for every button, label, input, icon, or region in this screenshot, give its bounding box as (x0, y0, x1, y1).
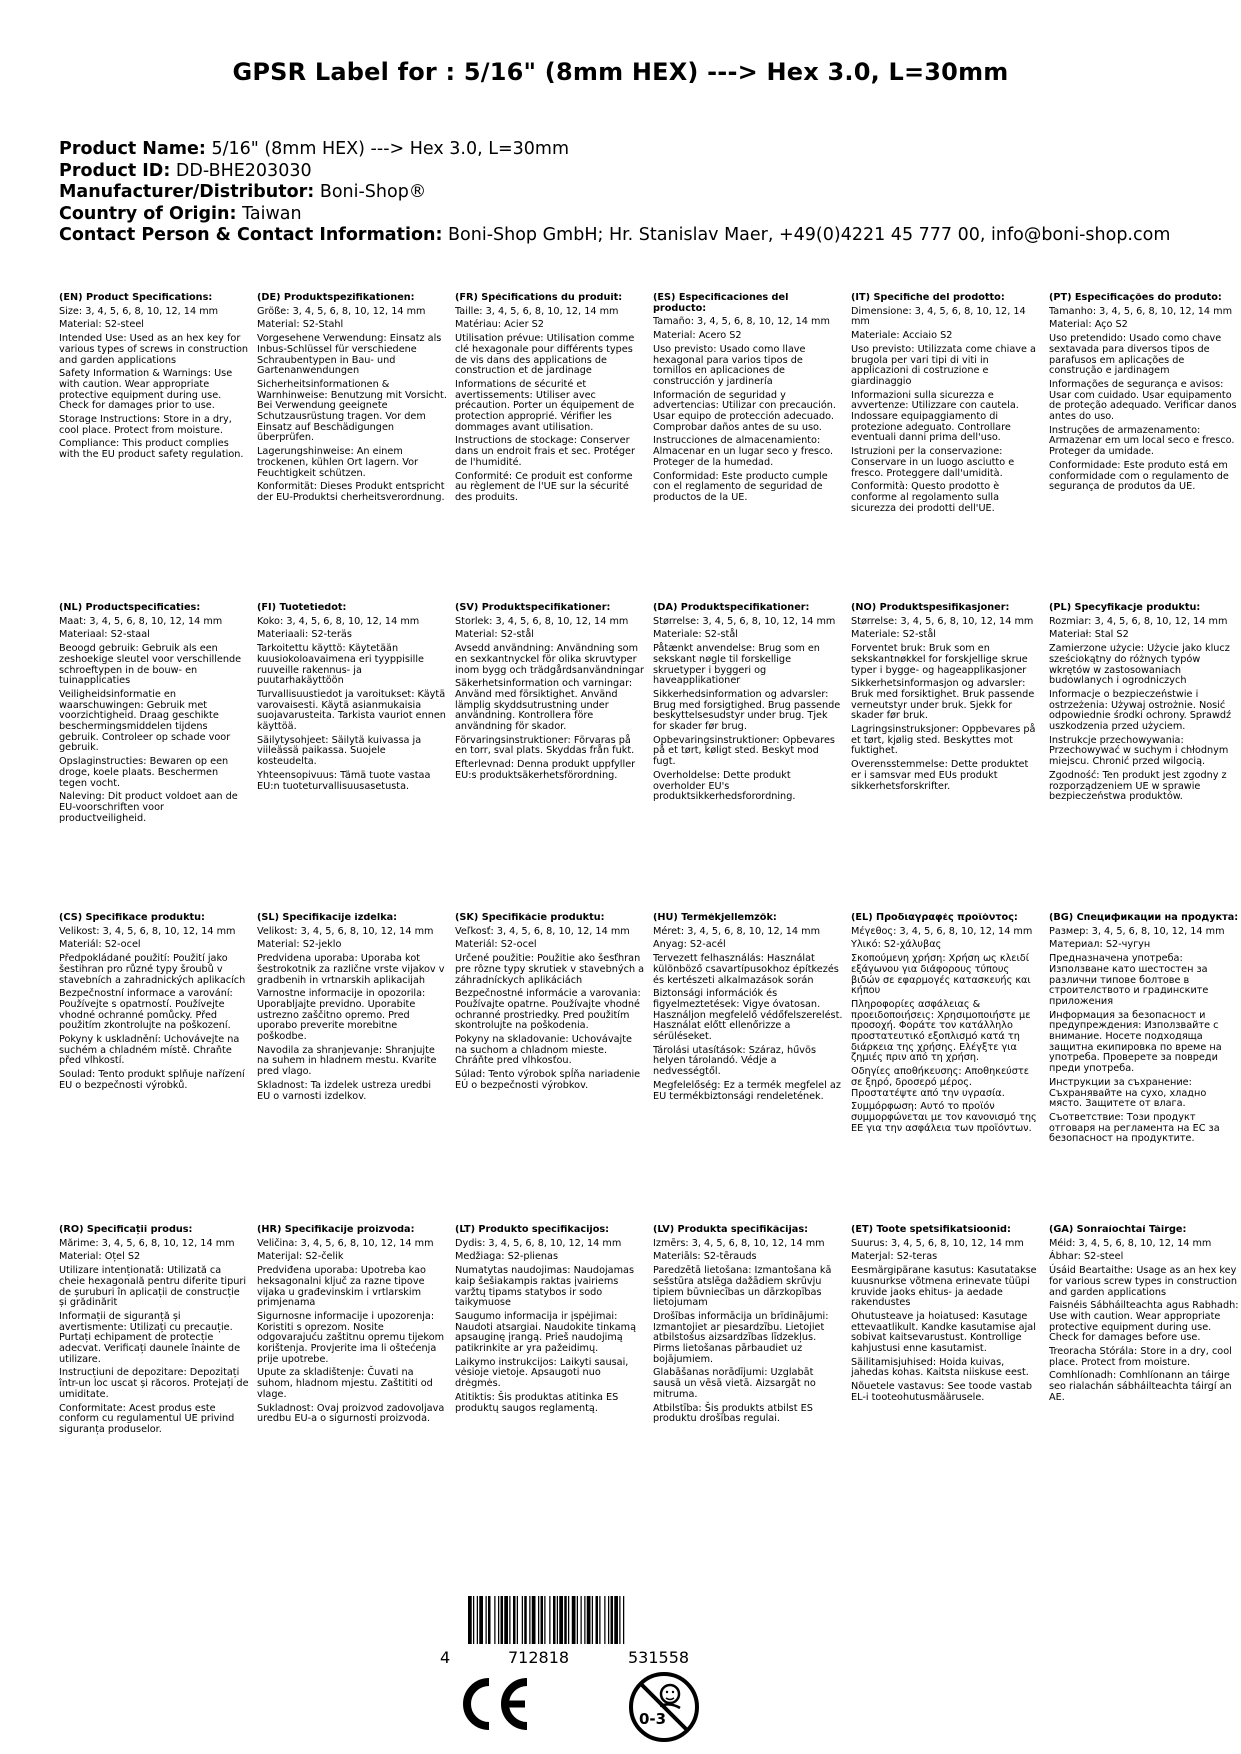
spec-paragraph: Súlad: Tento výrobok spĺňa nariadenie EÚ o bezpečnosti výrobkov. (455, 1069, 641, 1091)
spec-paragraph: Size: 3, 4, 5, 6, 8, 10, 12, 14 mm (59, 305, 219, 317)
barcode-digits-right: 531558 (628, 1648, 690, 1667)
spec-paragraph: Materiale: Acciaio S2 (851, 330, 953, 342)
spec-paragraph: Material: S2-steel (59, 319, 144, 331)
spec-paragraph: Drošības informācija un brīdinājumi: Izmantojiet ar piesardzību. Lietojiet atbilstošus aizsardzības līdzekļus. Pirms lietošanas pārbaudiet uz bojājumiem. (653, 1310, 829, 1365)
spec-paragraph: Informations de sécurité et avertissements: Utiliser avec précaution. Porter un équipement de protection approprié. Vérifier les dommages avant utilisation. (455, 378, 635, 433)
info-row (59, 225, 1199, 247)
spec-paragraph: Ohutusteave ja hoiatused: Kasutage ettevaatlikult. Kandke kasutamise ajal sobivat kaitsevarustust. Kontrollige kahjustusi enne kasutamist. (851, 1310, 1036, 1355)
spec-paragraph: Bezpečnostné informácie a varovania: Používajte opatrne. Používajte vhodné ochranné prostriedky. Pred použitím skontrolujte na poškodenia. (455, 988, 641, 1032)
language-heading: (LV) Produkta specifikācijas: (653, 1225, 808, 1235)
spec-paragraph: Pokyny na skladovanie: Uchovávajte na suchom a chladnom mieste. Chráňte pred vlhkosťou. (455, 1034, 632, 1067)
spec-paragraph: Dydis: 3, 4, 5, 6, 8, 10, 12, 14 mm (455, 1237, 622, 1249)
spec-paragraph: Informacje o bezpieczeństwie i ostrzeżenia: Używaj ostrożnie. Nosić odpowiednie środki ochrony. Sprawdź uszkodzenia przed użyciem. (1049, 688, 1232, 733)
spec-paragraph: Υλικό: S2-χάλυβας (851, 939, 942, 951)
language-block (455, 1225, 653, 1585)
spec-paragraph: Material: Acero S2 (653, 330, 742, 342)
language-block (653, 603, 851, 913)
spec-paragraph: Materiaal: S2-staal (59, 629, 150, 641)
spec-paragraph: Material: S2-Stahl (257, 319, 344, 331)
spec-paragraph: Sikkerhetsinformasjon og advarsler: Bruk med forsiktighet. Bruk passende verneutstyr under bruk. Sjekk for skader før bruk. (851, 678, 1035, 722)
spec-paragraph: Megfelelőség: Ez a termék megfelel az EU termékbiztonsági rendeletének. (653, 1079, 841, 1102)
barcode-digit-first: 4 (440, 1648, 451, 1667)
spec-paragraph: Storlek: 3, 4, 5, 6, 8, 10, 12, 14 mm (455, 615, 629, 627)
spec-paragraph: Atbilstība: Šis produkts atbilst ES produktu drošības regulai. (653, 1402, 813, 1425)
spec-paragraph: Beoogd gebruik: Gebruik als een zeshoekige sleutel voor verschillende schroeftypen in de bouw- en tuinapplicaties (59, 643, 242, 687)
language-heading: (ET) Toote spetsifikatsioonid: (851, 1225, 1011, 1235)
spec-paragraph: Veľkosť: 3, 4, 5, 6, 8, 10, 12, 14 mm (455, 925, 630, 937)
language-heading: (EN) Product Specifications: (59, 293, 213, 303)
info-label: Product Name: (59, 139, 206, 159)
language-block (1049, 293, 1241, 603)
spec-paragraph: Upute za skladištenje: Čuvati na suhom, hladnom mjestu. Zaštititi od vlage. (257, 1367, 433, 1400)
spec-paragraph: Saugumo informacija ir įspėjimai: Naudoti atsargiai. Naudokite tinkamą apsauginę įrangą. Prieš naudojimą patikrinkite ar yra pažeidimų. (455, 1310, 637, 1355)
info-row (59, 161, 1199, 183)
spec-paragraph: Opslaginstructies: Bewaren op een droge, koele plaats. Beschermen tegen vocht. (59, 756, 229, 789)
spec-paragraph: Conformidad: Este producto cumple con el reglamento de seguridad de productos de la UE. (653, 470, 828, 503)
spec-paragraph: Určené použitie: Použitie ako šesťhran pre rôzne typy skrutiek v stavebných a záhradníckych aplikáciách (455, 953, 645, 986)
spec-paragraph: Medžiaga: S2-plienas (455, 1251, 559, 1263)
spec-paragraph: Storage Instructions: Store in a dry, cool place. Protect from moisture. (59, 414, 232, 436)
spec-paragraph: Οδηγίες αποθήκευσης: Αποθηκεύστε σε ξηρό, δροσερό μέρος. Προστατέψτε από την υγρασία. (851, 1066, 1029, 1099)
spec-paragraph: Conformità: Questo prodotto è conforme al regolamento sulla sicurezza dei prodotti dell'UE. (851, 481, 1000, 514)
spec-paragraph: Anyag: S2-acél (653, 939, 726, 951)
spec-paragraph: Pokyny k uskladnění: Uchovávejte na suchém a chladném místě. Chraňte před vlhkostí. (59, 1034, 240, 1067)
spec-paragraph: Numatytas naudojimas: Naudojamas kaip šešiakampis raktas įvairiems varžtų tipams statybos ir sodo taikymuose (455, 1265, 635, 1309)
language-block (851, 913, 1049, 1225)
language-block (59, 1225, 257, 1585)
language-heading: (CS) Specifikace produktu: (59, 913, 205, 923)
spec-paragraph: Sigurnosne informacije i upozorenja: Koristiti s oprezom. Nosite odgovarajuću zaštitnu opremu tijekom korištenja. Provjerite ima li oštećenja prije upotrebe. (257, 1310, 445, 1365)
spec-paragraph: Taille: 3, 4, 5, 6, 8, 10, 12, 14 mm (455, 305, 619, 317)
language-block (59, 603, 257, 913)
spec-paragraph: Maat: 3, 4, 5, 6, 8, 10, 12, 14 mm (59, 615, 223, 627)
language-heading: (NO) Produktspesifikasjoner: (851, 603, 1010, 613)
ce-mark-icon (455, 1676, 533, 1732)
spec-paragraph: Zamierzone użycie: Użycie jako klucz sześciokątny do różnych typów wkrętów w zastosowaniach budowlanych i ogrodniczych (1049, 643, 1230, 687)
spec-paragraph: Uso pretendido: Usado como chave sextavada para diversos tipos de parafusos em aplicações de construção e jardinagem (1049, 333, 1222, 377)
spec-paragraph: Avsedd användning: Användning som en sexkantnyckel för olika skruvtyper inom bygg och trädgårdsanvändningar (455, 643, 645, 676)
spec-paragraph: Materiaali: S2-teräs (257, 629, 352, 641)
spec-paragraph: Información de seguridad y advertencias: Utilizar con precaución. Usar equipo de protección adecuado. Comprobar daños antes de su uso. (653, 389, 836, 433)
spec-paragraph: Forventet bruk: Bruk som en sekskantnøkkel for forskjellige skrue typer i bygge- og hageapplikasjoner (851, 643, 1028, 676)
spec-paragraph: Konformität: Dieses Produkt entspricht der EU-Produktsi cherheitsverordnung. (257, 481, 445, 503)
spec-paragraph: Sikkerhedsinformation og advarsler: Brug med forsigtighed. Brug passende beskyttelsesudstyr under brug. Tjek for skader før brug. (653, 688, 841, 733)
spec-paragraph: Utilisation prévue: Utilisation comme clé hexagonale pour différents types de vis dans des applications de construction et de jardinage (455, 333, 635, 377)
spec-paragraph: Dimensione: 3, 4, 5, 6, 8, 10, 12, 14 mm (851, 305, 1026, 328)
language-block (653, 293, 851, 603)
spec-paragraph: Naleving: Dit product voldoet aan de EU-voorschriften voor productveiligheid. (59, 791, 238, 824)
language-block (455, 913, 653, 1225)
language-heading: (HR) Specifikacije proizvoda: (257, 1225, 415, 1235)
spec-paragraph: Material: S2-stål (455, 629, 534, 641)
spec-paragraph: Soulad: Tento produkt splňuje nařízení EU o bezpečnosti výrobků. (59, 1069, 245, 1091)
spec-paragraph: Paredzētā lietošana: Izmantošana kā sešstūra atslēga dažādiem skrūvju tipiem būvniecības un dārzkopības lietojumam (653, 1265, 832, 1309)
language-heading: (SV) Produktspecifikationer: (455, 603, 611, 613)
product-info (59, 139, 1199, 247)
spec-paragraph: Предназначена употреба: Използване като шестостен за различни типове болтове в строителството и градинските приложения (1049, 953, 1209, 1007)
info-row (59, 204, 1199, 226)
language-heading: (PL) Specyfikacje produktu: (1049, 603, 1201, 613)
language-block (1049, 1225, 1241, 1585)
spec-paragraph: Størrelse: 3, 4, 5, 6, 8, 10, 12, 14 mm (653, 615, 836, 627)
info-row (59, 182, 1199, 204)
spec-paragraph: Yhteensopivuus: Tämä tuote vastaa EU:n tuoteturvallisuusasetusta. (257, 769, 431, 792)
info-label: Country of Origin: (59, 203, 237, 224)
spec-paragraph: Μέγεθος: 3, 4, 5, 6, 8, 10, 12, 14 mm (851, 925, 1033, 937)
spec-paragraph: Koko: 3, 4, 5, 6, 8, 10, 12, 14 mm (257, 615, 420, 627)
spec-paragraph: Размер: 3, 4, 5, 6, 8, 10, 12, 14 mm (1049, 925, 1225, 937)
info-label: Product ID: (59, 160, 171, 181)
language-specifications-grid (59, 293, 1239, 1585)
language-heading: (FI) Tuotetiedot: (257, 603, 347, 613)
language-heading: (FR) Spécifications du produit: (455, 293, 623, 303)
spec-paragraph: Material: S2-jeklo (257, 939, 342, 951)
spec-paragraph: Utilizare intenționată: Utilizată ca cheie hexagonală pentru diferite tipuri de șuruburi în aplicații de construcție și grădinărit (59, 1265, 247, 1309)
language-heading: (HU) Termékjellemzők: (653, 913, 777, 923)
spec-paragraph: Съответствие: Този продукт отговаря на регламента на ЕС за безопасност на продуктите. (1049, 1111, 1220, 1145)
spec-paragraph: Conformitate: Acest produs este conform cu regulamentul UE privind siguranța produselor. (59, 1402, 235, 1435)
spec-paragraph: Veličina: 3, 4, 5, 6, 8, 10, 12, 14 mm (257, 1237, 434, 1249)
language-block (257, 603, 455, 913)
spec-paragraph: Materiāls: S2-tērauds (653, 1251, 757, 1263)
spec-paragraph: Materijal: S2-čelik (257, 1251, 344, 1263)
language-heading: (BG) Спецификации на продукта: (1049, 913, 1239, 923)
spec-paragraph: Instrucciones de almacenamiento: Almacenar en un lugar seco y fresco. Proteger de la humedad. (653, 435, 834, 468)
spec-paragraph: Информация за безопасност и предупреждения: Използвайте с внимание. Носете подходяща защитна екипировка по време на употреба. Проверете за повреди преди употреба. (1049, 1009, 1222, 1075)
spec-paragraph: Instrucțiuni de depozitare: Depozitați într-un loc uscat și răcoros. Protejați de umiditate. (59, 1367, 249, 1400)
language-heading: (LT) Produkto specifikacijos: (455, 1225, 610, 1235)
spec-paragraph: Πληροφορίες ασφάλειας & προειδοποιήσεις: Χρησιμοποιήστε με προσοχή. Φοράτε τον κατάλληλο προστατευτικό εξοπλισμό κατά τη διάρκεια της χρήσης. Ελέγξτε για ζημιές πριν από τη χρήση. (851, 998, 1031, 1064)
spec-paragraph: Conformidade: Este produto está em conformidade com o regulamento de segurança de produtos da UE. (1049, 459, 1229, 493)
spec-paragraph: Tarkoitettu käyttö: Käytetään kuusiokoloavaimena eri tyyppisille ruuveille rakennus- ja puutarhakäyttöön (257, 643, 424, 687)
spec-paragraph: Eesmärgipärane kasutus: Kasutatakse kuusnurkse võtmena erinevate tüüpi kruvide jaoks ehitus- ja aedade rakendustes (851, 1265, 1037, 1309)
spec-paragraph: Uso previsto: Usado como llave hexagonal para varios tipos de tornillos en aplicaciones de construcción y jardinería (653, 343, 806, 387)
spec-paragraph: Uso previsto: Utilizzata come chiave a brugola per vari tipi di viti in applicazioni di costruzione e giardinaggio (851, 343, 1036, 387)
language-block (257, 293, 455, 603)
info-label: Manufacturer/Distributor: (59, 182, 315, 203)
page-title: GPSR Label for : 5/16" (8mm HEX) ---> Hex 3.0, L=30mm (232, 58, 1009, 86)
spec-paragraph: Treoracha Stórála: Store in a dry, cool place. Protect from moisture. (1049, 1346, 1232, 1368)
spec-paragraph: Tárolási utasítások: Száraz, hűvös helyen tárolandó. Védje a nedvességtől. (653, 1044, 816, 1078)
language-block (851, 1225, 1049, 1585)
spec-paragraph: Istruzioni per la conservazione: Conservare in un luogo asciutto e fresco. Proteggere dall'umidità. (851, 446, 1015, 479)
spec-paragraph: Lagerungshinweise: An einem trockenen, kühlen Ort lagern. Vor Feuchtigkeit schützen. (257, 446, 419, 479)
language-heading: (GA) Sonraíochtaí Táirge: (1049, 1225, 1187, 1235)
spec-paragraph: Mărime: 3, 4, 5, 6, 8, 10, 12, 14 mm (59, 1237, 235, 1249)
spec-paragraph: Vorgesehene Verwendung: Einsatz als Inbus-Schlüssel für verschiedene Schraubentypen in Bau- und Gartenanwendungen (257, 333, 442, 377)
language-block (1049, 913, 1241, 1225)
language-block (653, 913, 851, 1225)
language-block (653, 1225, 851, 1585)
spec-paragraph: Comhlíonadh: Comhlíonann an táirge seo rialachán sábháilteachta táirgí an AE. (1049, 1370, 1232, 1403)
spec-paragraph: Informações de segurança e avisos: Usar com cuidado. Usar equipamento de proteção adequado. Verificar danos antes do uso. (1049, 378, 1237, 423)
language-block (59, 913, 257, 1225)
spec-paragraph: Størrelse: 3, 4, 5, 6, 8, 10, 12, 14 mm (851, 615, 1034, 627)
language-heading: (ES) Especificaciones del producto: (653, 293, 789, 314)
spec-paragraph: Materiał: Stal S2 (1049, 629, 1129, 641)
language-block (851, 293, 1049, 603)
age-range-label: 0-3 (639, 1710, 667, 1728)
spec-paragraph: Úsáid Beartaithe: Usage as an hex key for various screw types in construction and garden applications (1049, 1265, 1237, 1298)
spec-paragraph: Bezpečnostní informace a varování: Používejte s opatrností. Používejte vhodné ochranné pomůcky. Před použitím zkontrolujte na poškození. (59, 988, 233, 1032)
spec-paragraph: Säilytysohjeet: Säilytä kuivassa ja viileässä paikassa. Suojele kosteudelta. (257, 734, 422, 768)
spec-paragraph: Material: Aço S2 (1049, 319, 1128, 331)
language-block (851, 603, 1049, 913)
language-block (59, 293, 257, 603)
language-heading: (DE) Produktspezifikationen: (257, 293, 415, 303)
spec-paragraph: Material: Oțel S2 (59, 1251, 141, 1263)
spec-paragraph: Compliance: This product complies with the EU product safety regulation. (59, 438, 244, 461)
language-block (257, 913, 455, 1225)
spec-paragraph: Instructions de stockage: Conserver dans un endroit frais et sec. Protéger de l'humidité. (455, 435, 635, 468)
language-block (455, 293, 653, 603)
spec-paragraph: Méid: 3, 4, 5, 6, 8, 10, 12, 14 mm (1049, 1237, 1212, 1249)
spec-paragraph: Efterlevnad: Denna produkt uppfyller EU:s produktsäkerhetsförordning. (455, 759, 636, 781)
info-value: 5/16" (8mm HEX) ---> Hex 3.0, L=30mm (211, 139, 569, 159)
spec-paragraph: Glabāšanas norādījumi: Uzglabāt sausā un vēsā vietā. Aizsargāt no mitruma. (653, 1367, 816, 1400)
not-for-children-0-3-icon (627, 1670, 701, 1744)
barcode (466, 1596, 716, 1644)
spec-paragraph: Opbevaringsinstruktioner: Opbevares på et tørt, køligt sted. Beskyt mod fugt. (653, 734, 835, 768)
spec-paragraph: Tamanho: 3, 4, 5, 6, 8, 10, 12, 14 mm (1049, 305, 1233, 317)
language-heading: (RO) Specificații produs: (59, 1225, 193, 1235)
spec-paragraph: Instrukcje przechowywania: Przechowywać w suchym i chłodnym miejscu. Chronić przed wilgocią. (1049, 734, 1229, 768)
info-value: Taiwan (242, 203, 302, 224)
spec-paragraph: Biztonsági információk és figyelmeztetések: Vigye óvatosan. Használjon megfelelő védőfelszerelést. Használat előtt ellenőrizze a sérüléseket. (653, 988, 843, 1043)
spec-paragraph: Skladnost: Ta izdelek ustreza uredbi EU o varnosti izdelkov. (257, 1079, 432, 1102)
spec-paragraph: Safety Information & Warnings: Use with caution. Wear appropriate protective equipment during use. Check for damages prior to use. (59, 368, 233, 412)
info-row (59, 139, 1199, 161)
language-block (455, 603, 653, 913)
spec-paragraph: Säilitamisjuhised: Hoida kuivas, jahedas kohas. Kaitsta niiskuse eest. (851, 1356, 1029, 1379)
spec-paragraph: Suurus: 3, 4, 5, 6, 8, 10, 12, 14 mm (851, 1237, 1024, 1249)
spec-paragraph: Lagringsinstruksjoner: Oppbevares på et tørt, kjølig sted. Beskyttes mot fuktighet. (851, 724, 1036, 757)
spec-paragraph: Velikost: 3, 4, 5, 6, 8, 10, 12, 14 mm (59, 925, 236, 937)
spec-paragraph: Informazioni sulla sicurezza e avvertenze: Utilizzare con cautela. Indossare equipaggiamento di protezione adeguato. Controllare eventuali danni prima dell'uso. (851, 389, 1019, 444)
language-heading: (SL) Specifikacije izdelka: (257, 913, 398, 923)
info-label: Contact Person & Contact Information: (59, 225, 443, 246)
spec-paragraph: Laikymo instrukcijos: Laikyti sausai, vėsioje vietoje. Apsaugoti nuo drėgmės. (455, 1356, 629, 1390)
language-heading: (DA) Produktspecifikationer: (653, 603, 810, 613)
spec-paragraph: Ábhar: S2-steel (1049, 1251, 1124, 1263)
spec-paragraph: Инструкции за съхранение: Съхранявайте на сухо, хладно място. Защитете от влага. (1049, 1076, 1207, 1110)
spec-paragraph: Faisnéis Sábháilteachta agus Rabhadh: Use with caution. Wear appropriate protective equipment during use. Check for damages before use. (1049, 1300, 1239, 1344)
spec-paragraph: Tamaño: 3, 4, 5, 6, 8, 10, 12, 14 mm (653, 316, 830, 328)
spec-paragraph: Rozmiar: 3, 4, 5, 6, 8, 10, 12, 14 mm (1049, 615, 1228, 627)
spec-paragraph: Informații de siguranță și avertismente: Utilizați cu precauție. Purtați echipament de protecție adecvat. Verificați daunele înainte de utilizare. (59, 1310, 241, 1365)
spec-paragraph: Materiál: S2-ocel (455, 939, 537, 951)
spec-paragraph: Izmērs: 3, 4, 5, 6, 8, 10, 12, 14 mm (653, 1237, 825, 1249)
spec-paragraph: Nõuetele vastavus: See toode vastab EL-i tooteohutusmäärusele. (851, 1381, 1033, 1403)
spec-paragraph: Navodila za shranjevanje: Shranjujte na suhem in hladnem mestu. Kvarite pred vlago. (257, 1044, 437, 1078)
spec-paragraph: Overensstemmelse: Dette produktet er i samsvar med EUs produkt sikkerhetsforskrifter. (851, 759, 1029, 792)
spec-paragraph: Påtænkt anvendelse: Brug som en sekskant nøgle til forskellige skruetyper i byggeri og haveapplikationer (653, 643, 820, 687)
spec-paragraph: Matériau: Acier S2 (455, 319, 544, 331)
spec-paragraph: Sukladnost: Ovaj proizvod zadovoljava uredbu EU-a o sigurnosti proizvoda. (257, 1402, 445, 1425)
spec-paragraph: Predviđena uporaba: Upotreba kao heksagonalni ključ za razne tipove vijaka u građevinskim i vrtlarskim primjenama (257, 1265, 426, 1309)
spec-paragraph: Velikost: 3, 4, 5, 6, 8, 10, 12, 14 mm (257, 925, 434, 937)
spec-paragraph: Conformité: Ce produit est conforme au règlement de l'UE sur la sécurité des produits. (455, 470, 633, 503)
language-block (257, 1225, 455, 1585)
spec-paragraph: Συμμόρφωση: Αυτό το προϊόν συμμορφώνεται με τον κανονισμό της ΕΕ για την ασφάλεια των προϊόντων. (851, 1101, 1037, 1134)
spec-paragraph: Předpokládané použití: Použití jako šestihran pro různé typy šroubů v stavebních a zahradnických aplikacích (59, 953, 246, 986)
spec-paragraph: Förvaringsinstruktioner: Förvaras på en torr, sval plats. Skyddas från fukt. (455, 734, 635, 757)
language-heading: (SK) Špecifikácie produktu: (455, 913, 605, 923)
info-value: Boni-Shop® (319, 182, 427, 203)
spec-paragraph: Materiale: S2-stål (851, 629, 936, 641)
spec-paragraph: Σκοπούμενη χρήση: Χρήση ως κλειδί εξάγωνου για διάφορους τύπους βιδών σε εφαρμογές κατασκευής και κήπου (851, 953, 1031, 997)
spec-paragraph: Instruções de armazenamento: Armazenar em um local seco e fresco. Proteger da umidade. (1049, 424, 1235, 458)
language-block (1049, 603, 1241, 913)
spec-paragraph: Tervezett felhasználás: Használat különböző csavartípusokhoz építkezés és kertészeti alkalmazások során (653, 953, 839, 986)
spec-paragraph: Turvallisuustiedot ja varoitukset: Käytä varovaisesti. Käytä asianmukaisia suojavarusteita. Tarkista vauriot ennen käyttöä. (257, 688, 446, 733)
language-heading: (IT) Specifiche del prodotto: (851, 293, 1005, 303)
spec-paragraph: Veiligheidsinformatie en waarschuwingen: Gebruik met voorzichtigheid. Draag geschikte beschermingsmiddelen tijdens gebruik. Controleer op schade voor gebruik. (59, 688, 231, 754)
spec-paragraph: Méret: 3, 4, 5, 6, 8, 10, 12, 14 mm (653, 925, 821, 937)
spec-paragraph: Größe: 3, 4, 5, 6, 8, 10, 12, 14 mm (257, 305, 426, 317)
language-heading: (EL) Προδιαγραφές προϊόντος: (851, 913, 1018, 923)
spec-paragraph: Sicherheitsinformationen & Warnhinweise: Benutzung mit Vorsicht. Bei Verwendung geeignete Schutzausrüstung tragen. Vor dem Einsatz auf Beschädigungen überprüfen. (257, 378, 447, 444)
spec-paragraph: Materjal: S2-teras (851, 1251, 938, 1263)
spec-paragraph: Säkerhetsinformation och varningar: Använd med försiktighet. Använd lämplig skyddsutrustning under användning. Kontrollera före användning för skador. (455, 678, 633, 733)
barcode-digits-left: 712818 (508, 1648, 570, 1667)
spec-paragraph: Zgodność: Ten produkt jest zgodny z rozporządzeniem UE w sprawie bezpieczeństwa produktów. (1049, 769, 1227, 803)
spec-paragraph: Materiale: S2-stål (653, 629, 738, 641)
spec-paragraph: Varnostne informacije in opozorila: Uporabljajte previdno. Uporabite ustrezno zaščitno opremo. Pred uporabo preverite morebitne poškodbe. (257, 988, 426, 1043)
spec-paragraph: Predvidena uporaba: Uporaba kot šestrokotnik za različne vrste vijakov v gradbenih in vrtnarskih aplikacijah (257, 953, 445, 986)
language-heading: (PT) Especificações do produto: (1049, 293, 1222, 303)
spec-paragraph: Overholdelse: Dette produkt overholder EU's produktsikkerhedsforordning. (653, 769, 796, 803)
language-heading: (NL) Productspecificaties: (59, 603, 201, 613)
spec-paragraph: Materiál: S2-ocel (59, 939, 141, 951)
spec-paragraph: Atitiktis: Šis produktas atitinka ES produktų saugos reglamentą. (455, 1391, 619, 1414)
info-value: DD-BHE203030 (175, 160, 312, 181)
info-value: Boni-Shop GmbH; Hr. Stanislav Maer, +49(0)4221 45 777 00, info@boni-shop.com (448, 225, 1171, 246)
spec-paragraph: Материал: S2-чугун (1049, 939, 1151, 951)
spec-paragraph: Intended Use: Used as an hex key for various types of screws in construction and garden applications (59, 333, 249, 366)
